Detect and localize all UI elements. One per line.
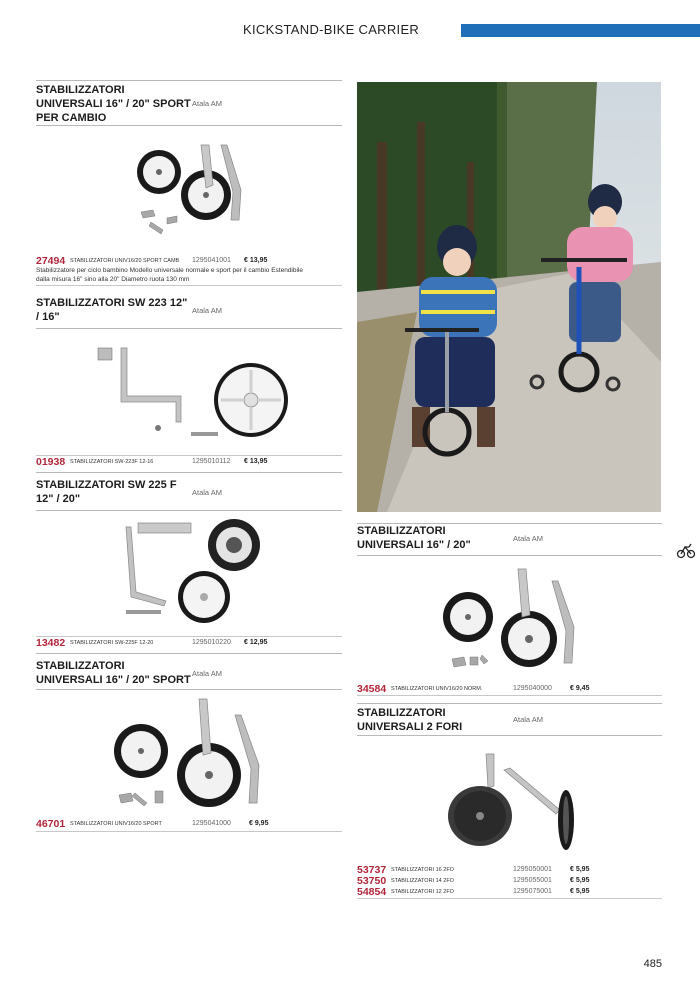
product-title: STABILIZZATORI SW 223 12" / 16" <box>36 297 188 323</box>
product-title: STABILIZZATORI UNIVERSALI 2 FORI <box>357 707 463 733</box>
product-title: STABILIZZATORI UNIVERSALI 16" / 20" SPORT <box>36 660 191 686</box>
product-brand: Atala AM <box>513 534 544 543</box>
product-description: STABILIZZATORI SW-225F 12-20 <box>70 640 154 646</box>
product-price: € 13,95 <box>244 458 268 465</box>
product-section-sport <box>36 653 342 833</box>
product-brand: Atala AM <box>192 669 223 678</box>
product-row <box>36 820 342 831</box>
product-code: 01938 <box>36 456 66 468</box>
product-code: 27494 <box>36 255 66 267</box>
training-wheels-image <box>96 338 296 448</box>
product-price: € 5,95 <box>570 888 590 895</box>
product-section-2-fori <box>357 703 662 903</box>
product-code: 53750 <box>357 875 387 887</box>
product-section-sw223 <box>36 292 342 470</box>
product-title: STABILIZZATORI UNIVERSALI 16" / 20" <box>357 525 471 551</box>
product-ean: 1295040000 <box>513 685 552 692</box>
bicycle-accessory-icon <box>676 541 696 561</box>
children-riding-bikes-photo <box>357 82 661 512</box>
training-wheels-image <box>111 695 271 820</box>
product-code: 54854 <box>357 886 387 898</box>
product-price: € 5,95 <box>570 877 590 884</box>
product-section-sw225 <box>36 472 342 652</box>
product-ean: 1295050001 <box>513 866 552 873</box>
product-description: STABILIZZATORI 12 2FO <box>391 889 454 895</box>
product-code: 53737 <box>357 864 387 876</box>
product-price: € 5,95 <box>570 866 590 873</box>
product-note: Stabilizzatore per ciclo bambino Modello universale normale e sport per il cambio Estendibile dalla misura 16" sino alla 20" Diametro ruota 130 mm <box>36 267 303 283</box>
header-accent-bar <box>461 24 700 37</box>
product-price: € 9,45 <box>570 685 590 692</box>
product-ean: 1295010220 <box>192 639 231 646</box>
product-description: STABILIZZATORI UNIV16/20 SPORT <box>70 821 162 827</box>
training-wheels-image <box>442 748 582 858</box>
product-code: 13482 <box>36 637 66 649</box>
product-row <box>357 877 662 888</box>
product-row <box>36 458 342 469</box>
product-brand: Atala AM <box>513 715 544 724</box>
product-ean: 1295075001 <box>513 888 552 895</box>
product-price: € 9,95 <box>249 820 269 827</box>
product-description: STABILIZZATORI 16 2FO <box>391 867 454 873</box>
page-number: 485 <box>643 958 662 970</box>
product-price: € 12,95 <box>244 639 268 646</box>
product-brand: Atala AM <box>192 306 223 315</box>
product-title: STABILIZZATORI SW 225 F 12" / 20" <box>36 479 177 505</box>
product-section-universali-norm <box>357 523 662 698</box>
product-row <box>36 639 342 650</box>
product-row <box>357 866 662 877</box>
product-ean: 1295041001 <box>192 257 231 264</box>
training-wheels-image <box>131 130 256 250</box>
product-price: € 13,95 <box>244 257 268 264</box>
product-ean: 1295055001 <box>513 877 552 884</box>
product-description: STABILIZZATORI SW-223F 12-16 <box>70 459 154 465</box>
product-ean: 1295041000 <box>192 820 231 827</box>
training-wheels-image <box>116 517 276 632</box>
product-section-sport-cambio <box>36 80 342 290</box>
product-ean: 1295010112 <box>192 458 231 465</box>
product-code: 34584 <box>357 683 387 695</box>
section-top-rule <box>36 80 342 81</box>
page-header-title: KICKSTAND-BIKE CARRIER <box>243 22 420 37</box>
product-code: 46701 <box>36 818 66 830</box>
product-description: STABILIZZATORI UNIV16/20 NORM. <box>391 686 483 692</box>
product-brand: Atala AM <box>192 488 223 497</box>
product-description: STABILIZZATORI UNIV16/20 SPORT CAMB <box>70 258 180 264</box>
product-title: STABILIZZATORI UNIVERSALI 16" / 20" SPORT PER CAMBIO <box>36 84 191 124</box>
product-description: STABILIZZATORI 14 2FO <box>391 878 454 884</box>
product-brand: Atala AM <box>192 99 223 108</box>
training-wheels-image <box>442 565 582 675</box>
